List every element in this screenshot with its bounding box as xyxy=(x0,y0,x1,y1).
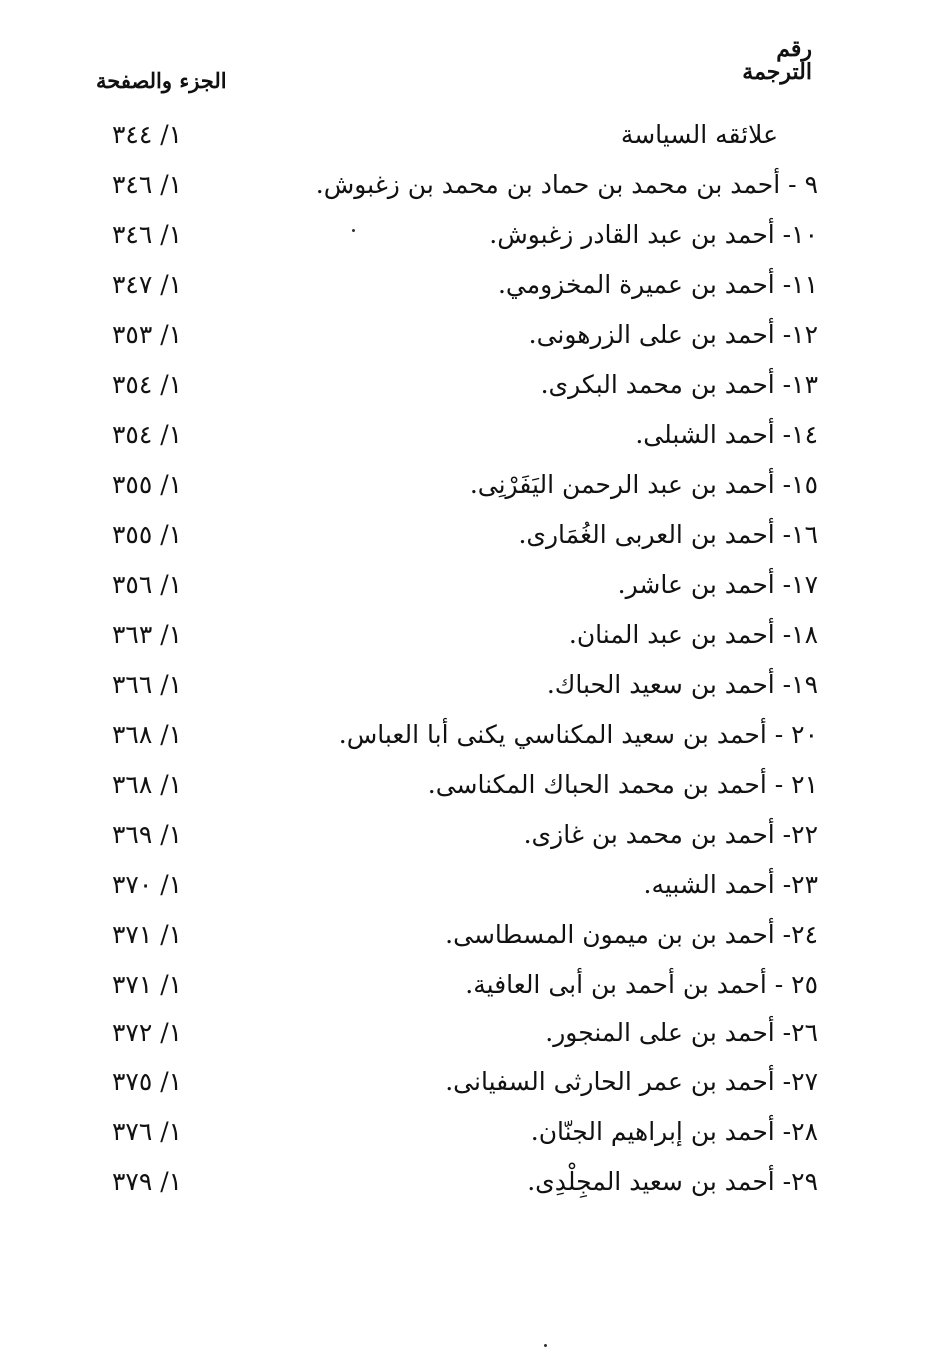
entry-title: ٢٨- أحمد بن إبراهيم الجنّان. xyxy=(530,1117,818,1146)
entry-page-ref: ١/ ٣٧٥ xyxy=(112,1067,183,1096)
table-row xyxy=(0,865,938,905)
entry-page-ref: ١/ ٣٧٦ xyxy=(112,1117,183,1146)
entry-title: ٢١ - أحمد بن محمد الحباك المكناسى. xyxy=(427,770,818,799)
entry-title: ٢٢- أحمد بن محمد بن غازى. xyxy=(523,820,818,849)
table-row xyxy=(0,915,938,955)
table-row xyxy=(0,1112,938,1152)
entry-title: ١٢- أحمد بن على الزرهونى. xyxy=(528,320,818,349)
entry-page-ref: ١/ ٣٥٦ xyxy=(112,570,183,599)
entry-title: ٢٤- أحمد بن بن ميمون المسطاسى. xyxy=(445,920,818,949)
section-page-ref: ١/ ٣٤٤ xyxy=(112,120,183,149)
entry-title: ١٠- أحمد بن عبد القادر زغبوش. xyxy=(489,220,818,249)
entry-title: ١٨- أحمد بن عبد المنان. xyxy=(568,620,818,649)
scan-speck xyxy=(352,229,355,232)
entry-title: ٢٦- أحمد بن على المنجور. xyxy=(545,1018,818,1047)
table-row xyxy=(0,465,938,505)
entry-page-ref: ١/ ٣٦٩ xyxy=(112,820,183,849)
table-row xyxy=(0,665,938,705)
table-row xyxy=(0,615,938,655)
section-row xyxy=(0,115,938,155)
entry-page-ref: ١/ ٣٤٧ xyxy=(112,270,183,299)
entry-title: ١٣- أحمد بن محمد البكرى. xyxy=(540,370,818,399)
entry-page-ref: ١/ ٣٦٣ xyxy=(112,620,183,649)
entry-title: ٢٥ - أحمد بن أحمد بن أبى العافية. xyxy=(465,970,818,999)
entry-title: ٢٣- أحمد الشبيه. xyxy=(643,870,818,899)
entry-title: ١٤- أحمد الشبلى. xyxy=(635,420,818,449)
entry-page-ref: ١/ ٣٤٦ xyxy=(112,170,183,199)
table-row xyxy=(0,565,938,605)
table-row xyxy=(0,1062,938,1102)
entry-page-ref: ١/ ٣٤٦ xyxy=(112,220,183,249)
entry-number-header-line1: رقم xyxy=(776,36,812,62)
entry-page-ref: ١/ ٣٥٥ xyxy=(112,470,183,499)
entry-page-ref: ١/ ٣٥٥ xyxy=(112,520,183,549)
entry-page-ref: ١/ ٣٧١ xyxy=(112,920,183,949)
table-row xyxy=(0,815,938,855)
entry-title: ١٧- أحمد بن عاشر. xyxy=(617,570,818,599)
entry-title: ٩ - أحمد بن محمد بن حماد بن محمد بن زغبوش. xyxy=(315,170,818,199)
table-row xyxy=(0,965,938,1005)
table-row xyxy=(0,315,938,355)
entry-page-ref: ١/ ٣٦٨ xyxy=(112,720,183,749)
entry-page-ref: ١/ ٣٥٣ xyxy=(112,320,183,349)
entry-title: ٢٧- أحمد بن عمر الحارثى السفيانى. xyxy=(445,1067,818,1096)
section-title: علائقه السياسة xyxy=(620,120,778,149)
table-row xyxy=(0,265,938,305)
entry-page-ref: ١/ ٣٧٢ xyxy=(112,1018,183,1047)
entry-number-header-line2: الترجمة xyxy=(742,59,812,86)
entry-title: ٢٠ - أحمد بن سعيد المكناسي يكنى أبا العباس. xyxy=(338,720,818,749)
table-row xyxy=(0,165,938,205)
table-row xyxy=(0,215,938,255)
entry-page-ref: ١/ ٣٧٠ xyxy=(112,870,183,899)
table-row xyxy=(0,1162,938,1202)
entry-number-column-header xyxy=(742,38,812,84)
entry-page-ref: ١/ ٣٥٤ xyxy=(112,370,183,399)
table-row xyxy=(0,515,938,555)
table-row xyxy=(0,715,938,755)
entry-page-ref: ١/ ٣٧١ xyxy=(112,970,183,999)
scan-speck xyxy=(544,1344,547,1347)
table-row xyxy=(0,365,938,405)
entry-title: ١٦- أحمد بن العربى الغُمَارى. xyxy=(518,520,818,549)
entry-page-ref: ١/ ٣٦٦ xyxy=(112,670,183,699)
table-row xyxy=(0,415,938,455)
entry-page-ref: ١/ ٣٥٤ xyxy=(112,420,183,449)
table-row xyxy=(0,765,938,805)
entry-title: ١١- أحمد بن عميرة المخزومي. xyxy=(497,270,818,299)
table-row xyxy=(0,1013,938,1053)
entry-page-ref: ١/ ٣٧٩ xyxy=(112,1167,183,1196)
entry-title: ١٩- أحمد بن سعيد الحباك. xyxy=(546,670,818,699)
entry-title: ١٥- أحمد بن عبد الرحمن اليَفَرْنِى. xyxy=(469,470,818,499)
entry-title: ٢٩- أحمد بن سعيد المجِلْدِى. xyxy=(527,1167,818,1196)
entry-page-ref: ١/ ٣٦٨ xyxy=(112,770,183,799)
page-column-header: الجزء والصفحة xyxy=(96,68,227,93)
